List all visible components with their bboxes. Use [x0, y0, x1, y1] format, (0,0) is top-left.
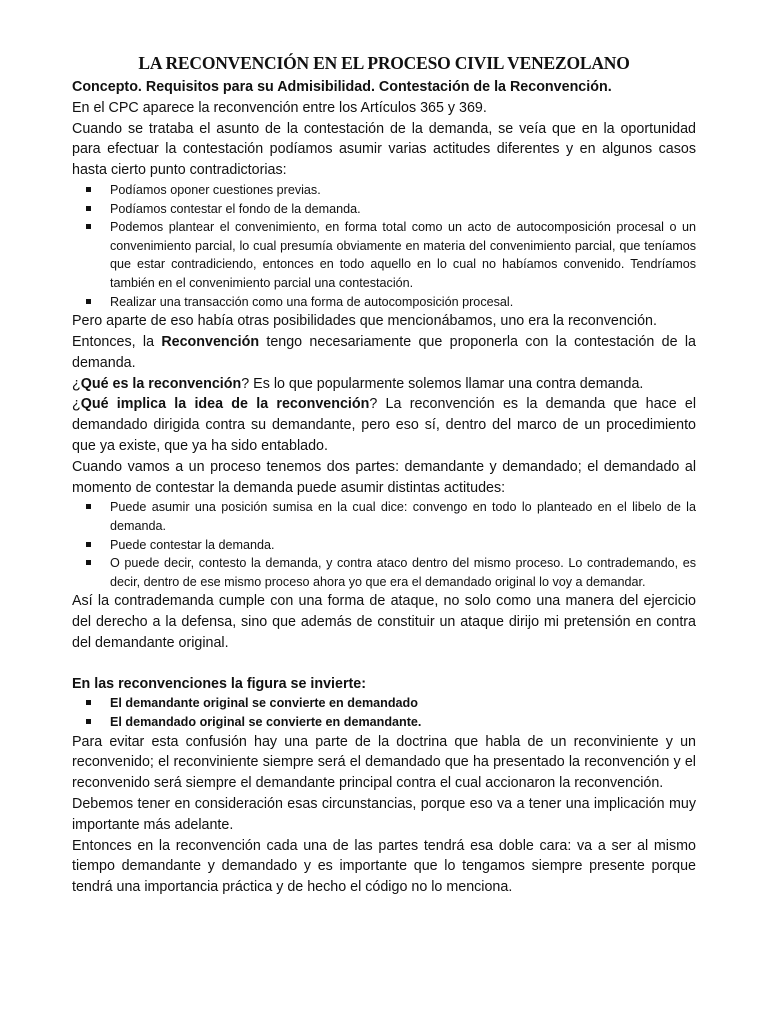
paragraph-3: Pero aparte de eso había otras posibilidades que mencionábamos, uno era la reconvención. [72, 313, 657, 330]
list-item: Podíamos oponer cuestiones previas. [72, 181, 696, 200]
list-item: Podemos plantear el convenimiento, en forma total como un acto de autocomposición procesal o un convenimiento parcial, lo cual presumía obviamente en materia del convenimiento parcial, que teníamos que estar contradiciendo, entonces en todo aquello en lo cual no habíamos convenido. Tendríamos también en el convenimiento parcial una contestación. [72, 218, 696, 292]
bullet-icon [86, 299, 91, 304]
paragraph-6: ¿Qué implica la idea de la reconvención? La reconvención es la demanda que hace el demandado dirigida contra su demandante, pero eso sí, dentro del marco de un procedimiento que ya existe, que ya ha sido entablado. [72, 396, 697, 454]
bullet-icon [86, 542, 91, 547]
bullet-icon [86, 504, 91, 509]
bullet-icon [86, 206, 91, 211]
paragraph-7: Cuando vamos a un proceso tenemos dos partes: demandante y demandado; el demandado al momento de contestar la demanda puede asumir distintas actitudes: [72, 458, 696, 496]
list-defendant-attitudes [72, 498, 696, 591]
paragraph-2: Cuando se trataba el asunto de la contestación de la demanda, se veía que en la oportunidad para efectuar la contestación podíamos asumir varias actitudes diferentes y en algunos casos hasta cierto punto contradictorias: [72, 120, 696, 179]
paragraph-1: En el CPC aparece la reconvención entre los Artículos 365 y 369. [72, 99, 487, 116]
paragraph-8: Así la contrademanda cumple con una forma de ataque, no solo como una manera del ejercicio del derecho a la defensa, sino que además de constituir un ataque dirijo mi pretensión en contra del demandante original. [72, 593, 696, 651]
paragraph-10: Para evitar esta confusión hay una parte de la doctrina que habla de un reconviniente y un reconvenido; el reconviniente siempre será el demandado que ha presentado la reconvención y el reconvenido será siempre el demandante principal contra el cual accionaron la reconvención. [72, 733, 696, 792]
list-item: El demandante original se convierte en demandado [72, 694, 696, 713]
list-item: Puede contestar la demanda. [72, 536, 696, 555]
document-subtitle: Concepto. Requisitos para su Admisibilidad. Contestación de la Reconvención. [72, 79, 612, 95]
bullet-icon [86, 700, 91, 705]
list-attitudes [72, 181, 696, 311]
list-item: El demandado original se convierte en demandante. [72, 713, 696, 732]
spacer [72, 654, 696, 674]
bullet-icon [86, 719, 91, 724]
list-inversion [72, 694, 696, 731]
paragraph-5: ¿Qué es la reconvención? Es lo que popularmente solemos llamar una contra demanda. [72, 375, 644, 392]
bullet-icon [86, 560, 91, 565]
bullet-icon [86, 187, 91, 192]
paragraph-12: Entonces en la reconvención cada una de las partes tendrá esa doble cara: va a ser al mismo tiempo demandante y demandado y es importante que lo tengamos siempre presente porque tendrá una importancia práctica y de hecho el código no lo menciona. [72, 837, 696, 896]
list-item: Realizar una transacción como una forma de autocomposición procesal. [72, 293, 696, 312]
document-title: LA RECONVENCIÓN EN EL PROCESO CIVIL VENEZOLANO [138, 53, 630, 73]
list-item: O puede decir, contesto la demanda, y contra ataco dentro del mismo proceso. Lo contrademando, es decir, dentro de ese mismo proceso ahora yo que era el demandado original lo voy a demandar. [72, 554, 696, 591]
list-item: Podíamos contestar el fondo de la demanda. [72, 200, 696, 219]
paragraph-4: Entonces, la Reconvención tengo necesariamente que proponerla con la contestación de la demanda. [72, 333, 696, 371]
paragraph-11: Debemos tener en consideración esas circunstancias, porque eso va a tener una implicación muy importante más adelante. [72, 796, 696, 833]
list-item: Puede asumir una posición sumisa en la cual dice: convengo en todo lo planteado en el libelo de la demanda. [72, 498, 696, 535]
bullet-icon [86, 224, 91, 229]
paragraph-9: En las reconvenciones la figura se invierte: [72, 675, 366, 692]
